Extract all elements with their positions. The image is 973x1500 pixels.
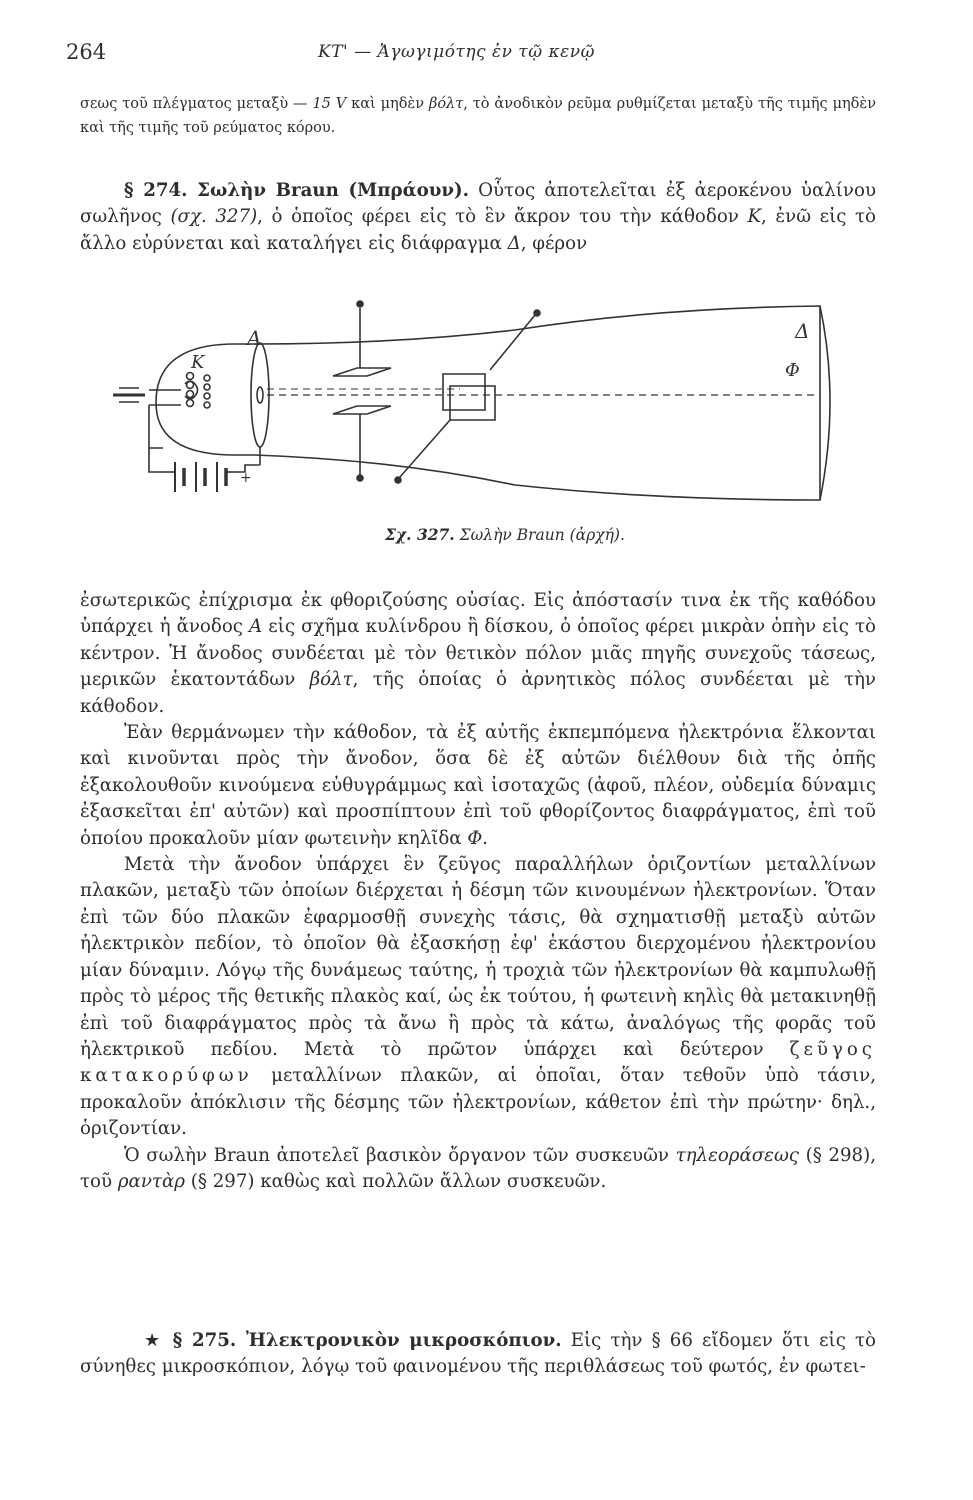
- star-icon: ★: [144, 1330, 164, 1351]
- intro-text-a: σεως τοῦ πλέγματος μεταξὺ: [80, 96, 294, 112]
- para3-spaced: ζεῦγος κατακορύφων: [80, 1038, 876, 1087]
- running-header: ΚΤ' — Ἀγωγιμότης ἐν τῷ κενῷ: [318, 42, 595, 62]
- para1-text-a: ἐσωτερικῶς ἐπίχρισμα ἐκ φθοριζούσης οὐσίας. Εἰς ἀπόστασίν τινα ἐκ τῆς καθόδου ὑπάρχει ἡ ἄνοδος: [80, 590, 876, 638]
- caption-text: Σωλὴν Braun (ἀρχή).: [459, 526, 625, 544]
- para1-text-b: εἰς σχῆμα κυλίνδρου ἢ δίσκου, ὁ ὁποῖος φέρει μικρὰν ὀπὴν εἰς τὸ κέντρον. Ἡ ἄνοδος συνδέεται μὲ τὸν θετικὸν πόλον μιᾶς πηγῆς συνεχοῦς τάσεως, μερικῶν ἑκατοντάδων: [80, 616, 876, 691]
- section-274-text-a: Οὗτος ἀποτελεῖται ἐξ ἀεροκένου ὑαλίνου σωλῆνος: [80, 180, 876, 228]
- anode-symbol: A: [249, 616, 263, 638]
- tv-term: τηλεοράσεως: [675, 1144, 799, 1166]
- radar-term: ραντὰρ: [117, 1170, 185, 1192]
- intro-text-c: , τὸ ἀνοδικὸν ρεῦμα ρυθμίζεται μεταξὺ τῆς τιμῆς μηδὲν καὶ τῆς τιμῆς τοῦ ρεύματος κόρου.: [80, 96, 877, 136]
- para3-text-b: μεταλλίνων πλακῶν, αἱ ὁποῖαι, ὅταν τεθοῦν ὑπὸ τάσιν, προκαλοῦν ἀπόκλισιν τῆς δέσμης τῶν ἠλεκτρονίων, κάθετον ἐπὶ τὴν πρώτην· δηλ., ὁριζοντίαν.: [80, 1065, 876, 1140]
- intro-text-b: καὶ μηδὲν: [346, 96, 429, 112]
- figure-caption: [385, 525, 625, 544]
- para4-text-b: (§ 298), τοῦ: [80, 1144, 877, 1192]
- section-275: [80, 1328, 876, 1381]
- volt-unit: βόλτ: [309, 669, 353, 691]
- intro-unit: βόλτ: [428, 96, 464, 112]
- cathode-label: K: [191, 352, 205, 373]
- section-274-heading: § 274. Σωλὴν Braun (Μπράουν).: [124, 180, 469, 201]
- diaphragm-label: Δ: [795, 319, 810, 343]
- section-274-text-b: , ὁ ὁποῖος φέρει εἰς τὸ ἓν ἄκρον του τὴν κάθοδον: [257, 206, 748, 228]
- intro-paragraph: [80, 92, 876, 140]
- diaphragm-symbol: Δ: [507, 232, 521, 254]
- braun-tube-figure: [95, 290, 855, 520]
- section-275-heading: § 275. Ἠλεκτρονικὸν μικροσκόπιον.: [172, 1330, 562, 1351]
- section-274-text-c: , ἐνῶ εἰς τὸ ἄλλο εὐρύνεται καὶ καταλήγει εἰς διάφραγμα: [80, 206, 876, 254]
- para1-text-c: , τῆς ὁποίας ὁ ἀρνητικὸς πόλος συνδέεται μὲ τὴν κάθοδον.: [80, 669, 876, 717]
- section-274-text-d: , φέρον: [520, 232, 588, 254]
- para3-text-a: Μετὰ τὴν ἄνοδον ὑπάρχει ἓν ζεῦγος παραλλήλων ὁριζοντίων μεταλλίνων πλακῶν, μεταξὺ τῶν ὁποίων διέρχεται ἡ δέσμη τῶν κινουμένων ἠλεκτρονίων. Ὅταν ἐπὶ τῶν δύο πλακῶν ἐφαρμοσθῇ συνεχὴς τάσις, θὰ σχηματισθῇ μεταξὺ αὐτῶν ἠλεκτρικὸν πεδίον, τὸ ὁποῖον θὰ ἐξασκήσῃ ἐφ' ἑκάστου διερχομένου ἠλεκτρονίου μίαν δύναμιν. Λόγῳ τῆς δυνάμεως ταύτης, ἡ τροχιὰ τῶν ἠλεκτρονίων θὰ καμπυλωθῇ πρὸς τὸ μέρος τῆς θετικῆς πλακὸς καί, ὡς ἐκ τούτου, ἡ φωτεινὴ κηλὶς θὰ μετακινηθῇ ἐπὶ τοῦ διαφράγματος πρὸς τὰ ἄνω ἢ πρὸς τὰ κάτω, ἀναλόγως τῆς φορᾶς τοῦ ἠλεκτρικοῦ πεδίου. Μετὰ τὸ πρῶτον ὑπάρχει καὶ δεύτερον: [80, 854, 876, 1060]
- para4-text-a: Ὁ σωλὴν Braun ἀποτελεῖ βασικὸν ὄργανον τῶν συσκευῶν: [124, 1144, 676, 1166]
- anode-label: A: [247, 326, 262, 350]
- section-275-text: Εἰς τὴν § 66 εἴδομεν ὅτι εἰς τὸ σύνηθες μικροσκόπιον, λόγῳ τοῦ φαινομένου τῆς περιθλάσεως τοῦ φωτός, ἐν φωτει-: [80, 1330, 877, 1378]
- para4-text-c: (§ 297) καθὼς καὶ πολλῶν ἄλλων συσκευῶν.: [184, 1170, 607, 1192]
- plus-label: +: [240, 470, 252, 486]
- body-text: [80, 588, 876, 1195]
- cathode-symbol: K: [747, 206, 762, 228]
- para2-text-b: .: [482, 827, 489, 849]
- spot-label: Φ: [785, 360, 800, 381]
- page-number: 264: [66, 40, 107, 64]
- section-274: [80, 178, 876, 257]
- intro-voltage: — 15 V: [293, 96, 347, 112]
- phi-symbol: Φ: [467, 827, 483, 849]
- para2-text-a: Ἐὰν θερμάνωμεν τὴν κάθοδον, τὰ ἐξ αὐτῆς ἐκπεμπόμενα ἠλεκτρόνια ἕλκονται καὶ κινοῦνται πρὸς τὴν ἄνοδον, ὅσα δὲ ἐξ αὐτῶν διέλθουν διὰ τῆς ὀπῆς ἐξακολουθοῦν κινούμενα εὐθυγράμμως καὶ ἰσοταχῶς (ἀφοῦ, πλέον, οὐδεμία δύναμις ἐξασκεῖται ἐπ' αὐτῶν) καὶ προσπίπτουν ἐπὶ τοῦ φθορίζοντος διαφράγματος, ἐπὶ τοῦ ὁποίου προκαλοῦν μίαν φωτεινὴν κηλῖδα: [80, 722, 876, 849]
- figure-reference: (σχ. 327): [170, 206, 258, 228]
- caption-number: Σχ. 327.: [385, 525, 455, 544]
